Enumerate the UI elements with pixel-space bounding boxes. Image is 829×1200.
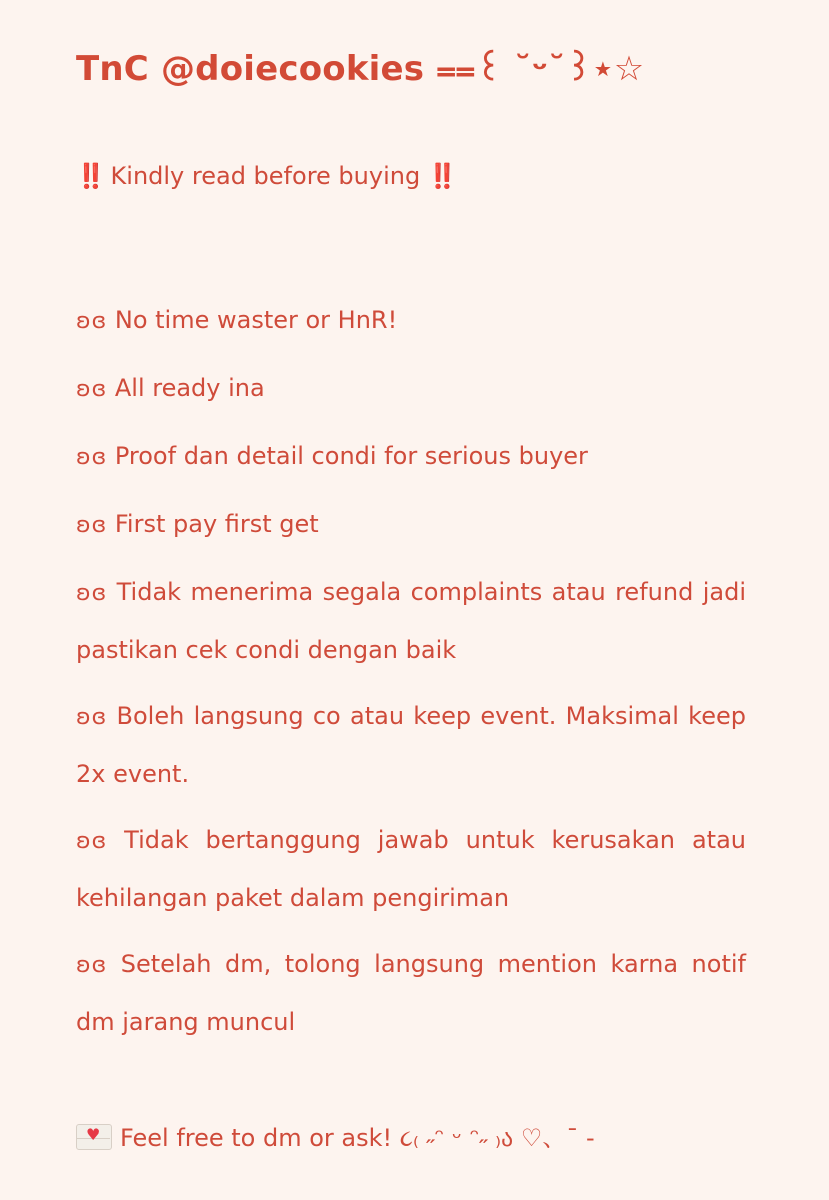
bullet-icon: ʚɞ: [76, 309, 108, 334]
rule-text: Tidak bertanggung jawab untuk kerusakan atau kehilangan paket dalam pengiriman: [76, 826, 746, 912]
footer-text: Feel free to dm or ask! ૮₍ ˶ᵔ ᵕ ᵔ˶ ₎ა ♡、¯ -: [120, 1124, 595, 1152]
bullet-icon: ʚɞ: [76, 705, 108, 730]
rule-text: Tidak menerima segala complaints atau refund jadi pastikan cek condi dengan baik: [76, 578, 746, 664]
rule-item: [76, 564, 746, 678]
rules-list: [76, 292, 746, 1060]
bullet-icon: ʚɞ: [76, 829, 108, 854]
rule-text: All ready ina: [114, 374, 265, 402]
subtitle: [76, 162, 455, 190]
bullet-icon: ʚɞ: [76, 581, 108, 606]
rule-text: Proof dan detail condi for serious buyer: [114, 442, 588, 470]
rule-item: [76, 688, 746, 802]
bullet-icon: ʚɞ: [76, 953, 108, 978]
rule-item: [76, 360, 746, 418]
bullet-icon: ʚɞ: [76, 377, 108, 402]
rule-text: First pay first get: [114, 510, 319, 538]
rule-item: [76, 812, 746, 926]
rule-item: [76, 936, 746, 1050]
page-title: TnC @doiecookies ⩵꒰ ˘ᵕ˘꒱⋆☆: [76, 49, 645, 89]
bullet-icon: ʚɞ: [76, 445, 108, 470]
footer-note: [76, 1118, 595, 1153]
rule-item: [76, 428, 746, 486]
love-letter-icon: ♥: [76, 1124, 112, 1150]
subtitle-text: Kindly read before buying: [110, 162, 421, 190]
rule-item: [76, 292, 746, 350]
rule-item: [76, 496, 746, 554]
rule-text: Setelah dm, tolong langsung mention karna notif dm jarang muncul: [76, 950, 746, 1036]
tnc-document: [76, 0, 746, 1200]
double-exclamation-icon: ‼️: [427, 162, 455, 190]
bullet-icon: ʚɞ: [76, 513, 108, 538]
rule-text: Boleh langsung co atau keep event. Maksimal keep 2x event.: [76, 702, 746, 788]
rule-text: No time waster or HnR!: [114, 306, 398, 334]
double-exclamation-icon: ‼️: [76, 162, 103, 190]
